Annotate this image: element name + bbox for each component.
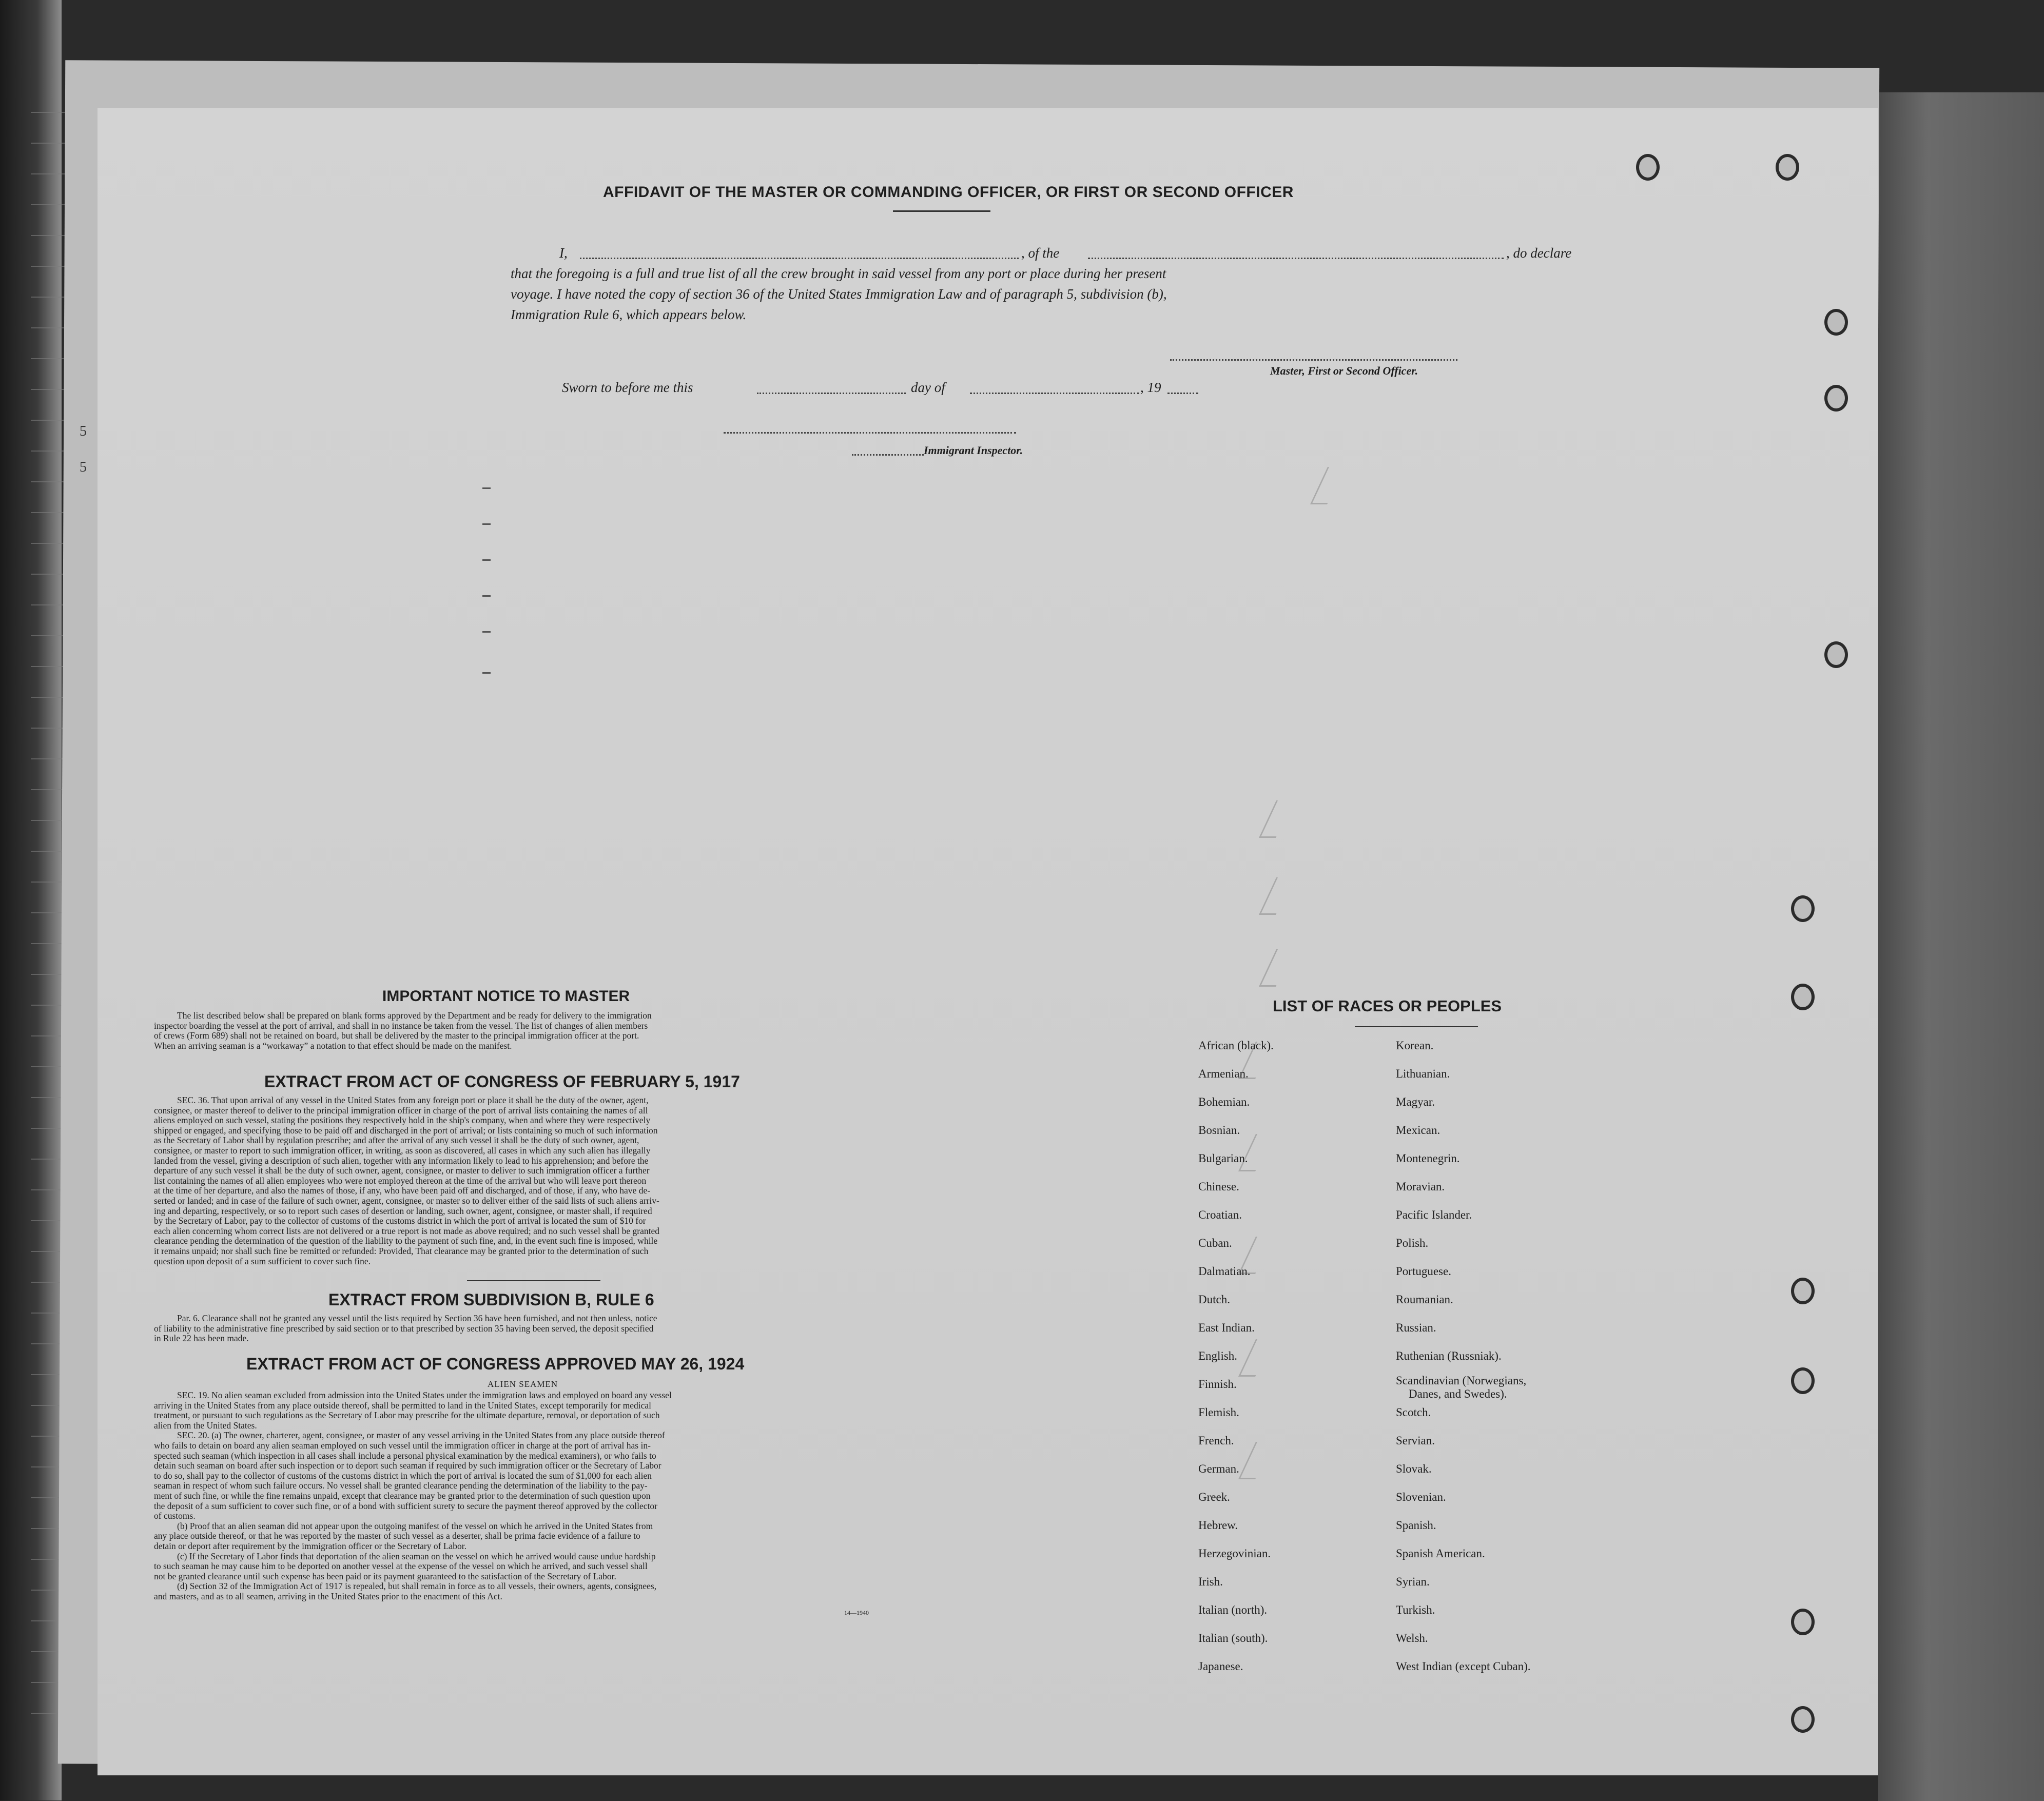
- races-title-underline: [1355, 1026, 1478, 1027]
- affidavit-of-the: , of the: [1021, 245, 1060, 261]
- inspector-label: Immigrant Inspector.: [924, 444, 1023, 457]
- race-left-7: Croatian.: [1198, 1208, 1242, 1221]
- affidavit-declare: , do declare: [1506, 245, 1572, 261]
- race-left-20: Irish.: [1198, 1575, 1223, 1588]
- race-right-21: Turkish.: [1396, 1603, 1435, 1616]
- margin-tick: [482, 672, 491, 674]
- race-right-13-cont: Danes, and Swedes).: [1409, 1387, 1507, 1400]
- affidavit-title: AFFIDAVIT OF THE MASTER OR COMMANDING OFFICER, OR FIRST OR SECOND OFFICER: [603, 184, 1294, 201]
- race-right-7: Pacific Islander.: [1396, 1208, 1472, 1221]
- subdivision-b-title: EXTRACT FROM SUBDIVISION B, RULE 6: [328, 1290, 654, 1309]
- punch-hole: [1636, 154, 1660, 181]
- race-left-5: Bulgarian.: [1198, 1152, 1248, 1165]
- race-right-20: Syrian.: [1396, 1575, 1430, 1588]
- title-underline: [893, 210, 990, 212]
- race-left-2: Armenian.: [1198, 1067, 1249, 1080]
- margin-tick: [482, 631, 491, 633]
- punch-hole: [1791, 1609, 1815, 1635]
- check-mark: [1259, 800, 1293, 838]
- act-1917-body: SEC. 36. That upon arrival of any vessel in the United States from any foreign port or place it shall be the duty of the owner, agent, consignee, or master thereof to deliver to the principal immigration officer in charge of the port of arrival lists containing the names of all aliens employed on such vessel, stating the positions they respectively hold in the ship's company, when and where they were respectively shipped or engaged, and specifying those to be paid off and discharged in the port of arrival; or lists containing so much of such information as the Secretary of Labor shall by regulation prescribe; and after the arrival of any such vessel it shall be the duty of such owner, agent, consignee, or master to report to such immigration officer, in writing, as soon as discovered, all cases in which any such alien has illegally landed from the vessel, giving a description of such alien, together with any information likely to lead to his apprehension; and before the departure of any such vessel it shall be the duty of such owner, agent, consignee, or master to deliver to such immigration officer a further list containing the names of all alien employees who were not employed thereon at the time of the arrival but who will leave port thereon at the time of her departure, and also the names of those, if any, who have been paid off and discharged, and of those, if any, who have de- serted or landed; and in case of the failure of such owner, agent, consignee, or master so to deliver either of the said lists of such aliens arriv- ing and departing, respectively, or so to report such cases of desertion or landing, such owner, agent, consignee, or master shall, if required by the Secretary of Labor, pay to the collector of customs of the customs district in which the port of arrival is located the sum of $10 for each alien concerning whom correct lists are not delivered or a true report is not made as above required; and no such vessel shall be granted clearance pending the determination of the question of the liability to the payment of such fine, and, in the event such fine is imposed, while it remains unpaid; nor shall such fine be remitted or refunded: Provided, That clearance may be granted prior to the determination of such question upon deposit of a sum sufficient to cover such fine.: [154, 1095, 659, 1266]
- race-left-21: Italian (north).: [1198, 1603, 1268, 1616]
- race-left-18: Hebrew.: [1198, 1519, 1238, 1532]
- race-left-11: East Indian.: [1198, 1321, 1255, 1334]
- punch-hole: [1776, 154, 1799, 181]
- sworn-month-field[interactable]: [970, 393, 1139, 394]
- punch-hole: [1791, 895, 1815, 922]
- race-left-23: Japanese.: [1198, 1660, 1243, 1673]
- margin-tick: [482, 559, 491, 561]
- alien-seamen-subtitle: ALIEN SEAMEN: [488, 1379, 558, 1389]
- form-sheet: [98, 108, 1878, 1775]
- affidavit-line-3: voyage. I have noted the copy of section 36 of the United States Immigration Law and of paragraph 5, subdivision (b),: [511, 286, 1167, 302]
- race-right-16: Slovak.: [1396, 1462, 1432, 1475]
- inspector-signature-lead: [852, 454, 924, 456]
- race-left-6: Chinese.: [1198, 1180, 1239, 1193]
- punch-hole: [1824, 309, 1848, 336]
- race-right-13: Scandinavian (Norwegians,: [1396, 1374, 1527, 1387]
- master-signature-line[interactable]: [1170, 359, 1457, 361]
- punch-hole: [1824, 385, 1848, 412]
- race-left-16: German.: [1198, 1462, 1239, 1475]
- race-left-1: African (black).: [1198, 1039, 1274, 1052]
- vessel-field[interactable]: [1088, 258, 1504, 259]
- race-right-6: Moravian.: [1396, 1180, 1445, 1193]
- race-left-4: Bosnian.: [1198, 1124, 1240, 1137]
- margin-mark-2: 5: [80, 459, 87, 475]
- race-left-9: Dalmatian.: [1198, 1265, 1251, 1278]
- punch-hole: [1791, 1367, 1815, 1394]
- race-right-17: Slovenian.: [1396, 1491, 1446, 1503]
- race-left-15: French.: [1198, 1434, 1234, 1447]
- race-left-22: Italian (south).: [1198, 1632, 1268, 1645]
- notice-title: IMPORTANT NOTICE TO MASTER: [382, 988, 630, 1005]
- act-1917-title: EXTRACT FROM ACT OF CONGRESS OF FEBRUARY 5, 1917: [264, 1072, 740, 1091]
- race-left-17: Greek.: [1198, 1491, 1230, 1503]
- race-right-4: Mexican.: [1396, 1124, 1440, 1137]
- race-right-9: Portuguese.: [1396, 1265, 1451, 1278]
- notice-body: The list described below shall be prepared on blank forms approved by the Department and be ready for delivery to the immigration inspector boarding the vessel at the port of arrival, and shall in no instance be taken from the vessel. The list of changes of alien members of crews (Form 689) shall not be retained on board, but shall be delivered by the master to the principal immigration officer at the port. When an arriving seaman is a “workaway” a notation to that effect should be made on the manifest.: [154, 1010, 652, 1051]
- punch-hole: [1791, 984, 1815, 1010]
- race-right-5: Montenegrin.: [1396, 1152, 1460, 1165]
- race-right-14: Scotch.: [1396, 1406, 1431, 1419]
- margin-tick: [482, 487, 491, 489]
- margin-tick: [482, 523, 491, 525]
- day-of-text: day of: [911, 380, 945, 395]
- race-right-10: Roumanian.: [1396, 1293, 1453, 1306]
- sworn-year-field[interactable]: [1167, 393, 1198, 394]
- race-right-19: Spanish American.: [1396, 1547, 1485, 1560]
- right-shadow: [1878, 92, 2044, 1801]
- race-left-14: Flemish.: [1198, 1406, 1239, 1419]
- race-left-3: Bohemian.: [1198, 1095, 1250, 1108]
- affidavit-line-4: Immigration Rule 6, which appears below.: [511, 307, 747, 322]
- race-left-8: Cuban.: [1198, 1237, 1232, 1249]
- punch-hole: [1791, 1278, 1815, 1304]
- check-mark: [1238, 1339, 1273, 1377]
- margin-mark-1: 5: [80, 423, 87, 439]
- name-field[interactable]: [580, 258, 1019, 259]
- year-text: , 19: [1140, 380, 1161, 395]
- master-signature-label: Master, First or Second Officer.: [1270, 364, 1418, 377]
- race-left-10: Dutch.: [1198, 1293, 1230, 1306]
- races-title: LIST OF RACES OR PEOPLES: [1273, 997, 1502, 1015]
- check-mark: [1259, 949, 1293, 987]
- affidavit-i: I,: [559, 245, 568, 261]
- form-number: 14—1940: [844, 1609, 869, 1616]
- sworn-text: Sworn to before me this: [562, 380, 693, 395]
- sworn-day-field[interactable]: [757, 393, 906, 394]
- race-right-3: Magyar.: [1396, 1095, 1435, 1108]
- race-right-12: Ruthenian (Russniak).: [1396, 1349, 1502, 1362]
- race-right-23: West Indian (except Cuban).: [1396, 1660, 1531, 1673]
- check-mark: [1238, 1442, 1273, 1479]
- act-1924-body: SEC. 19. No alien seaman excluded from admission into the United States under the immigration laws and employed on board any vessel arriving in the United States from any place outside thereof, shall be permitted to land in the United States, except temporarily for medical treatment, or pursuant to such regulations as the Secretary of Labor may prescribe for the ultimate departure, removal, or deportation of such alien from the United States. SEC. 20. (a) The owner, charterer, agent, consignee, or master of any vessel arriving in the United States from any place outside thereof who fails to detain on board any alien seaman employed on such vessel until the immigration officer in charge at the port of arrival has in- spected such seaman (which inspection in all cases shall include a personal physical examination by the medical examiners), or who fails to detain such seaman on board after such inspection or to deport such seaman if required by such immigration officer or the Secretary of Labor to do so, shall pay to the collector of customs of the customs district in which the port of arrival is located the sum of $1,000 for each alien seaman in respect of whom such failure occurs. No vessel shall be granted clearance pending the determination of the liability to the pay- ment of such fine, or while the fine remains unpaid, except that clearance may be granted prior to the determination of such question upon the deposit of a sum sufficient to cover such fine, or of a bond with sufficient surety to secure the payment thereof approved by the collector of customs. (b) Proof that an alien seaman did not appear upon the outgoing manifest of the vessel on which he arrived in the United States from any place outside thereof, or that he was reported by the master of such vessel as a deserter, shall be prima facie evidence of a failure to detain or deport after requirement by the immigration officer or the Secretary of Labor. (c) If the Secretary of Labor finds that deportation of the alien seaman on the vessel on which he arrived would cause undue hardship to such seaman he may cause him to be deported on another vessel at the expense of the vessel on which he arrived, and such vessel shall not be granted clearance until such expense has been paid or its payment guaranteed to the satisfaction of the Secretary of Labor. (d) Section 32 of the Immigration Act of 1917 is repealed, but shall remain in force as to all vessels, their owners, agents, consignees, and masters, and as to all seamen, arriving in the United States prior to the enactment of this Act.: [154, 1390, 672, 1601]
- check-mark: [1310, 467, 1345, 504]
- affidavit-line-2: that the foregoing is a full and true list of all the crew brought in said vessel from any port or place during her present: [511, 266, 1166, 281]
- race-right-8: Polish.: [1396, 1237, 1429, 1249]
- race-right-1: Korean.: [1396, 1039, 1434, 1052]
- race-right-18: Spanish.: [1396, 1519, 1436, 1532]
- race-left-12: English.: [1198, 1349, 1238, 1362]
- race-right-11: Russian.: [1396, 1321, 1436, 1334]
- race-right-15: Servian.: [1396, 1434, 1435, 1447]
- margin-tick: [482, 595, 491, 597]
- act-1924-title: EXTRACT FROM ACT OF CONGRESS APPROVED MAY 26, 1924: [246, 1355, 745, 1373]
- inspector-signature-line[interactable]: [724, 432, 1016, 434]
- subdivision-b-body: Par. 6. Clearance shall not be granted any vessel until the lists required by Section 36 have been furnished, and not then unless, notice of liability to the administrative fine prescribed by said section or to that prescribed by section 35 having been served, the deposit specified in Rule 22 has been made.: [154, 1313, 657, 1344]
- check-mark: [1259, 877, 1293, 915]
- section-divider: [467, 1280, 600, 1281]
- race-left-19: Herzegovinian.: [1198, 1547, 1271, 1560]
- race-left-13: Finnish.: [1198, 1378, 1237, 1391]
- race-right-2: Lithuanian.: [1396, 1067, 1450, 1080]
- punch-hole: [1824, 641, 1848, 668]
- race-right-22: Welsh.: [1396, 1632, 1428, 1645]
- punch-hole: [1791, 1706, 1815, 1733]
